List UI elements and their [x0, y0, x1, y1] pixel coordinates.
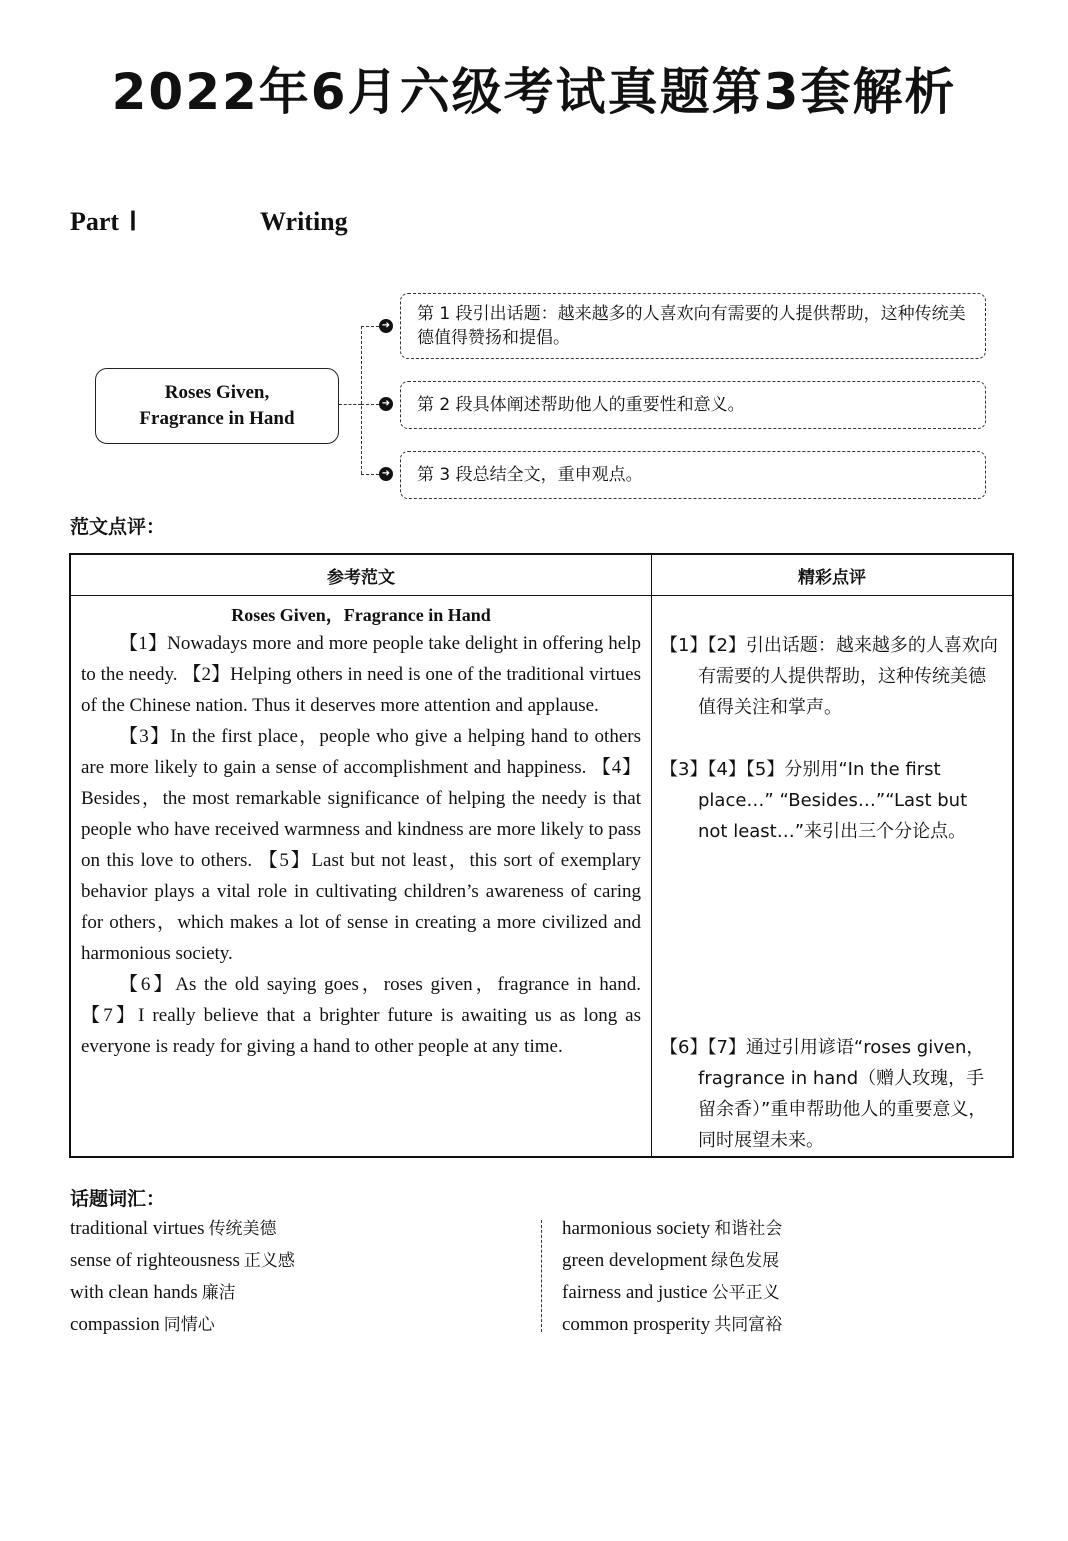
mindmap-center: [95, 368, 339, 444]
page-title: 2022年6月六级考试真题第3套解析: [111, 63, 957, 121]
comment-3: 【6】【7】通过引用谚语“roses given，fragrance in hand（赠人玫瑰，手留余香）”重申帮助他人的重要意义，同时展望未来。: [660, 1037, 987, 1151]
mindmap-branch-text: 第 1 段引出话题：越来越多的人喜欢向有需要的人提供帮助，这种传统美德值得赞扬和提倡。: [417, 304, 966, 348]
review-label: 范文点评：: [70, 516, 166, 538]
essay-cell: [70, 596, 652, 1158]
essay-paragraph-2: 【3】In the first place，people who give a helping hand to others are more likely to gain a sense of accomplishment and happiness. 【4】Besides，the most remarkable significance of helping the needy is that people who have received warmness and kindness are more likely to pass on this love to others. 【5】Last but not least，this sort of exemplary behavior plays a vital role in cultivating children’s awareness of caring for others，which makes a lot of sense in creating a more civilized and harmonious society.: [81, 726, 641, 964]
vocab-zh: 传统美德: [208, 1219, 277, 1239]
vocab-item: [562, 1277, 782, 1309]
table-header-comments: 精彩点评: [652, 554, 1014, 596]
part-heading: [70, 207, 137, 237]
vocab-item: [562, 1309, 782, 1341]
comment-2: 【3】【4】【5】分别用“In the first place…” “Besides…”“Last but not least…”来引出三个分论点。: [660, 759, 968, 842]
part-number: Ⅰ: [129, 207, 137, 236]
mindmap-branch-3: [400, 451, 986, 499]
vocab-en: harmonious society: [562, 1218, 711, 1239]
essay-paragraph-1: 【1】Nowadays more and more people take delight in offering help to the needy. 【2】Helping others in need is one of the traditional virtues of the Chinese nation. Thus it deserves more attention and applause.: [81, 633, 641, 716]
vocab-en: sense of righteousness: [70, 1250, 240, 1271]
comment-1: 【1】【2】引出话题：越来越多的人喜欢向有需要的人提供帮助，这种传统美德值得关注和掌声。: [660, 635, 998, 718]
vocab-zh: 正义感: [243, 1251, 295, 1271]
vocab-item: [562, 1245, 782, 1277]
vocab-list-right: [562, 1213, 782, 1341]
connector-line: [361, 326, 379, 327]
essay-title: Roses Given，Fragrance in Hand: [231, 605, 491, 625]
vocab-item: [70, 1309, 295, 1341]
part-label: Part: [70, 207, 120, 236]
comments-body: [652, 596, 1012, 1156]
connector-line: [361, 326, 362, 474]
arrow-circle-icon: ➜: [379, 467, 393, 481]
vocab-zh: 公平正义: [711, 1283, 780, 1303]
vocab-list-left: [70, 1213, 295, 1341]
mindmap-branch-2: [400, 381, 986, 429]
vocab-divider: [541, 1220, 542, 1332]
vocab-zh: 绿色发展: [711, 1251, 780, 1271]
vocab-zh: 廉洁: [201, 1283, 236, 1303]
vocab-zh: 同情心: [163, 1315, 215, 1335]
part-name: Writing: [260, 207, 348, 236]
vocab-en: fairness and justice: [562, 1282, 708, 1303]
connector-line: [339, 404, 361, 405]
vocab-en: with clean hands: [70, 1282, 198, 1303]
vocab-label: 话题词汇：: [70, 1188, 166, 1210]
essay-paragraph-3: 【6】As the old saying goes，roses given，fragrance in hand. 【7】I really believe that a brighter future is awaiting us as long as everyone is ready for giving a hand to other people at any time.: [81, 974, 641, 1057]
essay-body: [71, 596, 651, 1068]
arrow-circle-icon: ➜: [379, 397, 393, 411]
vocab-en: traditional virtues: [70, 1218, 205, 1239]
vocab-item: [70, 1213, 295, 1245]
vocab-item: [70, 1245, 295, 1277]
mindmap-center-line2: Fragrance in Hand: [139, 408, 295, 429]
vocab-zh: 和谐社会: [714, 1219, 783, 1239]
mindmap-branch-1: [400, 293, 986, 359]
vocab-en: common prosperity: [562, 1314, 711, 1335]
mindmap-branch-text: 第 3 段总结全文，重申观点。: [417, 465, 643, 485]
vocab-en: green development: [562, 1250, 708, 1271]
mindmap-center-line1: Roses Given,: [164, 382, 270, 403]
arrow-circle-icon: ➜: [379, 319, 393, 333]
vocab-zh: 共同富裕: [714, 1315, 783, 1335]
essay-table: [69, 553, 1014, 1158]
mindmap-branch-text: 第 2 段具体阐述帮助他人的重要性和意义。: [417, 395, 745, 415]
connector-line: [361, 404, 379, 405]
connector-line: [361, 474, 379, 475]
vocab-item: [562, 1213, 782, 1245]
comments-cell: [652, 596, 1014, 1158]
vocab-en: compassion: [70, 1314, 160, 1335]
table-header-essay: 参考范文: [70, 554, 652, 596]
vocab-item: [70, 1277, 295, 1309]
